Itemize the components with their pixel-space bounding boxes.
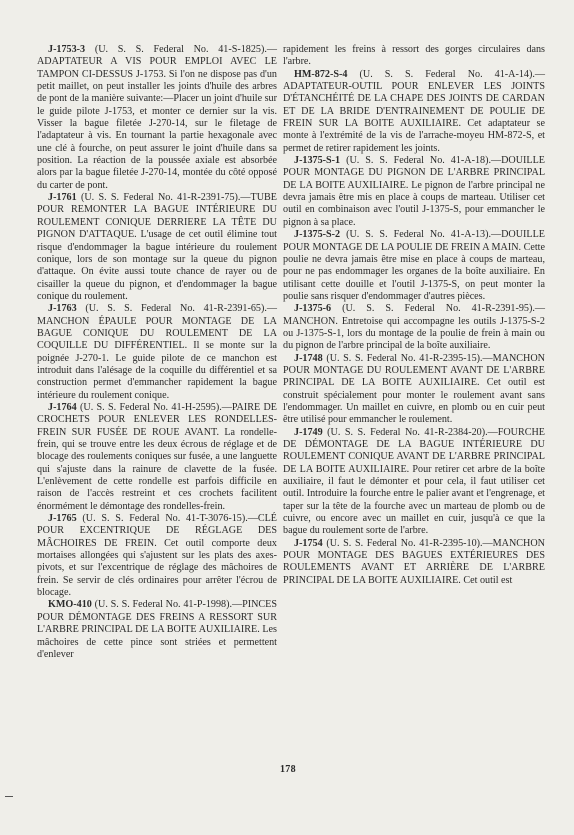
tool-number: HM-872-S-4 <box>294 68 348 80</box>
tool-entry <box>283 538 545 587</box>
tool-description: (U. S. S. Federal No. 41-T-3076-15).—CLÉ POUR EXCENTRIQUE DE RÉGLAGE DES MÂCHOIRES DE FREIN. Cet outil comporte deux mortaises allongées qui s'ajustent sur les plats des axes-pivots, et sur l'excentrique de réglage des mâchoires de frein. Se servir de clés ordinaires pour arrêter l'écrou de blocage. <box>37 513 277 599</box>
right-column <box>283 44 545 587</box>
tool-entry <box>283 427 545 538</box>
tool-number: J-1754 <box>294 537 323 549</box>
tool-number: J-1761 <box>48 192 77 204</box>
tool-entry <box>37 513 277 599</box>
tool-entry <box>283 44 545 69</box>
tool-description: (U. S. S. Federal No. 41-R-2391-95).—MANCHON. Entretoise qui accompagne les outils J-1375-S-2 ou J-1375-S-1, lors du montage de la poulie de frein à main ou du pignon de l'arbre principal de la boîte auxiliaire. <box>283 303 545 352</box>
tool-description: (U. S. S. Federal No. 41-S-1825).—ADAPTATEUR A VIS POUR EMPLOI AVEC LE TAMPON CI-DESSUS J-1753. Si l'on ne dispose pas d'un petit maillet, on peut installer les joints d'huile des arbres de pont de la manière suivante:—Placer un joint d'huile sur le guide pilote J-1753, et monter ce dernier sur la vis. Visser la bague filetée J-270-14, sur le filetage de l'adaptateur à vis. En tournant la partie hexagonale avec une clé à fourche, on peut assurer le joint d'huile dans sa position. La réaction de la poussée axiale est absorbée alors par la bague filetée J-270-14, montée du côté opposé du carter de pont. <box>37 44 277 191</box>
tool-entry <box>37 44 277 192</box>
tool-entry <box>283 69 545 155</box>
tool-number: J-1749 <box>294 426 323 438</box>
tool-description: (U. S. S. Federal No. 41-A-14).—ADAPTATEUR-OUTIL POUR ENLEVER LES JOINTS D'ÉTANCHÉITÉ DE LA CHAPE DES JOINTS DE CARDAN ET DE LA BRIDE D'ENTRAINEMENT DE POULIE DE FREIN SUR LA BOITE AUXILIAIRE. Cet adaptateur se monte à l'extrémité de la vis de l'arrache-moyeu HM-872-S, et permet de retirer rapidement les joints. <box>283 68 545 154</box>
margin-mark <box>5 796 13 797</box>
tool-description: rapidement les freins à ressort des gorges circulaires dans l'arbre. <box>283 44 545 68</box>
tool-entry <box>283 229 545 303</box>
tool-description: (U. S. S. Federal No. 41-R-2391-75).—TUBE POUR REMONTER LA BAGUE INTÉRIEURE DU ROULEMENT CONIQUE DERRIERE LA TÊTE DU PIGNON D'ATTAQUE. L'usage de cet outil élimine tout risque d'endommager la bague intérieure du roulement conique, lors de son montage sur la queue du pignon d'attaque. On évite aussi toute chance de rayer ou de cisailler la queue du pignon, et d'endommager la bague conique du roulement. <box>37 192 277 302</box>
tool-number: J-1763 <box>48 303 77 315</box>
left-column <box>37 44 277 661</box>
tool-number: J-1765 <box>48 513 77 525</box>
tool-entry <box>283 303 545 352</box>
tool-entry <box>283 353 545 427</box>
tool-description: (U. S. S. Federal No. 41-H-2595).—PAIRE DE CROCHETS POUR ENLEVER LES RONDELLES-FREIN SUR FUSÉE DE ROUE AVANT. La rondelle-frein, qui se trouve entre les deux écrous de réglage et de blocage des roulements coniques sur fusée, a une languette qui s'ajuste dans la rainure de clavette de la fusée. L'enlèvement de cette rondelle est parfois difficile en raison de l'accès restreint et ces crochets facilitent énormément le démontage des rondelles-frein. <box>37 401 277 512</box>
tool-description: (U. S. S. Federal No. 41-A-18).—DOUILLE POUR MONTAGE DU PIGNON DE L'ARBRE PRINCIPAL DE LA BOITE AUXILIAIRE. Le pignon de l'arbre principal ne devra jamais être mis en place à coups de marteau. Utiliser cet outil en combinaison avec l'outil J-1375-S, pour emmancher le pignon à sa place. <box>283 155 545 228</box>
tool-number: J-1375-6 <box>294 303 332 315</box>
tool-entry <box>37 599 277 661</box>
tool-entry <box>37 192 277 303</box>
tool-description: (U. S. S. Federal No. 41-R-2384-20).—FOURCHE DE DÉMONTAGE DE LA BAGUE INTÉRIEURE DU ROULEMENT CONIQUE AVANT DE L'ARBRE PRINCIPAL DE LA BOITE AUXILIAIRE. Pour retirer cet arbre de la boîte auxiliaire, il faut le démonter et pour cela, il faut utiliser cet outil. Introduire la fourche entre le palier avant et l'engrenage, et taper sur la tête de la fourche avec un marteau de plomb ou de cuivre, ou encore avec un maillet en cuir, jusqu'à ce que la bague du roulement sorte de l'arbre. <box>283 426 545 537</box>
tool-entry <box>37 402 277 513</box>
tool-number: J-1753-3 <box>48 44 86 55</box>
tool-entry <box>283 155 545 229</box>
tool-number: J-1764 <box>48 401 77 413</box>
tool-description: (U. S. S. Federal No. 41-R-2391-65).—MANCHON ÉPAULE POUR MONTAGE DE LA BAGUE CONIQUE DU ROULEMENT DE LA COQUILLE DU DIFFÉRENTIEL. Il se monte sur la poignée J-270-1. Le guide pilote de ce manchon est introduit dans l'alésage de la coquille du différentiel et sa construction permet d'emmancher rapidement la bague intérieure du roulement conique. <box>37 303 277 401</box>
tool-description: (U. S. S. Federal No. 41-R-2395-10).—MANCHON POUR MONTAGE DES BAGUES EXTÉRIEURES DES ROULEMENTS AVANT ET ARRIÈRE DE L'ARBRE PRINCIPAL DE LA BOITE AUXILIAIRE. Cet outil est <box>283 537 545 586</box>
tool-number: J-1375-S-1 <box>294 155 341 167</box>
tool-number: J-1748 <box>294 352 323 364</box>
tool-description: (U. S. S. Federal No. 41-R-2395-15).—MANCHON POUR MONTAGE DU ROULEMENT AVANT DE L'ARBRE PRINCIPAL DE LA BOITE AUXILIAIRE. Cet outil est construit spécialement pour monter le roulement avant sans l'endommager. Un maillet en cuivre, en plomb ou en cuir peut être utilisé pour emmancher le roulement. <box>283 352 545 426</box>
page-number: 178 <box>280 764 296 775</box>
tool-description: (U. S. S. Federal No. 41-P-1998).—PINCES POUR DÉMONTAGE DES FREINS A RESSORT SUR L'ARBRE PRINCIPAL DE LA BOITE AUXILIAIRE. Les mâchoires de cette pince sont striées et permettent d'enlever <box>37 599 277 660</box>
tool-description: (U. S. S. Federal No. 41-A-13).—DOUILLE POUR MONTAGE DE LA POULIE DE FREIN A MAIN. Cette poulie ne devra jamais être mise en place à coups de marteau, pour ne pas endommager les organes de la boîte auxiliaire. En utilisant cette douille et l'outil J-1375-S, on peut monter la poulie sans risquer d'endommager d'autres pièces. <box>283 229 545 302</box>
tool-number: J-1375-S-2 <box>294 229 341 241</box>
tool-entry <box>37 303 277 402</box>
tool-number: KMO-410 <box>48 599 92 611</box>
